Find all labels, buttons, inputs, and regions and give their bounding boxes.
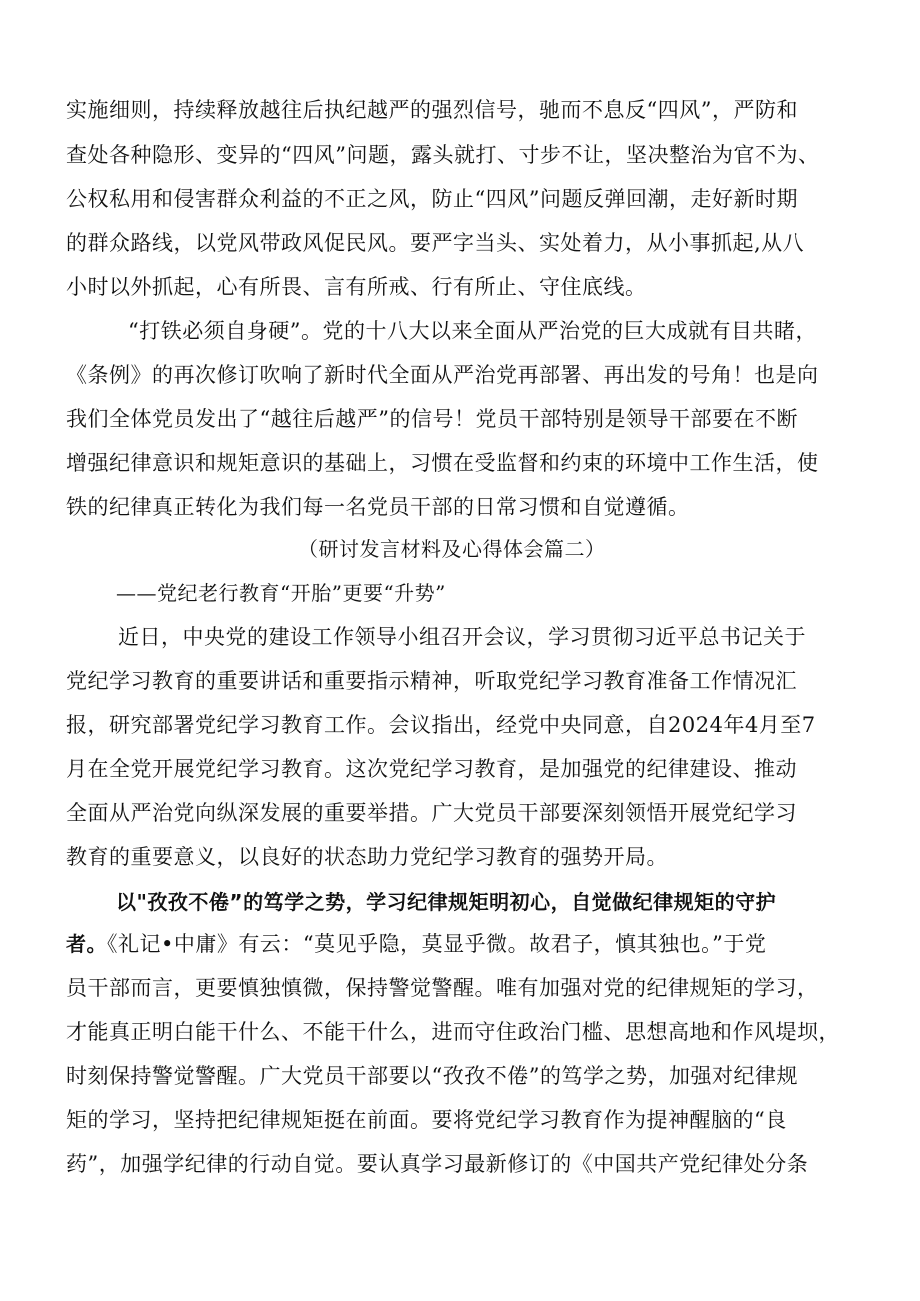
body-line: 我们全体党员发出了“越往后越严”的信号！党员干部特别是领导干部要在不断 [66, 407, 798, 431]
body-line: 才能真正明白能干什么、不能干什么，进而守住政治门槛、思想高地和作风堤坝， [66, 1020, 840, 1044]
body-line: 铁的纪律真正转化为我们每一名党员干部的日常习惯和自觉遵循。 [66, 495, 690, 519]
section-title: （研讨发言材料及心得体会篇二） [298, 537, 606, 561]
body-line: 增强纪律意识和规矩意识的基础上，习惯在受监督和约束的环境中工作生活，使 [66, 451, 819, 475]
body-line: 矩的学习，坚持把纪律规矩挺在前面。要将党纪学习教育作为提神醒脑的“良 [66, 1108, 787, 1132]
body-line: 公权私用和侵害群众利益的不正之风，防止“四风”问题反弹回潮，走好新时期 [66, 187, 798, 211]
body-line: 党纪学习教育的重要讲话和重要指示精神，听取党纪学习教育准备工作情况汇 [66, 669, 797, 693]
section-subtitle: ——党纪老行教育“开胎”更要“升势” [116, 581, 446, 605]
body-line: 小时以外抓起，心有所畏、言有所戒、行有所止、守住底线。 [66, 275, 647, 299]
body-line: 查处各种隐形、变异的“四风”问题，露头就打、寸步不让，坚决整治为官不为、 [66, 143, 820, 167]
paragraph-first-line: 近日，中央党的建设工作领导小组召开会议，学习贯彻习近平总书记关于 [118, 625, 806, 649]
body-line: 全面从严治党向纵深发展的重要举措。广大党员干部要深刻领悟开展党纪学习 [66, 801, 797, 825]
bold-lead-line: 以"孜孜不倦”的笃学之势，学习纪律规矩明初心，自觉做纪律规矩的守护 [116, 890, 777, 914]
body-line: 实施细则，持续释放越往后执纪越严的强烈信号，驰而不息反“四风”，严防和 [66, 98, 798, 122]
paragraph-first-line: “打铁必须自身硬”。党的十八大以来全面从严治党的巨大成就有目共睹， [128, 319, 817, 343]
body-line: 的群众路线，以党风带政风促民风。要严字当头、实处着力，从小事抓起,从八 [66, 231, 805, 255]
bold-lead-end: 者。 [66, 932, 107, 956]
body-line: 报，研究部署党纪学习教育工作。会议指出，经党中央同意，自2024年4月至7 [66, 713, 816, 737]
body-line: 员干部而言，更要慎独慎微，保持警觉警醒。唯有加强对党的纪律规矩的学习， [66, 976, 819, 1000]
body-line: 时刻保持警觉警醒。广大党员干部要以“孜孜不倦”的笃学之势，加强对纪律规 [66, 1064, 798, 1088]
mixed-line-rest: 《礼记•中庸》有云：“莫见乎隐，莫显乎微。故君子，慎其独也。”于党 [107, 932, 767, 956]
mixed-line [66, 926, 876, 962]
body-line: 药”，加强学纪律的行动自觉。要认真学习最新修订的《中国共产党纪律处分条 [66, 1152, 809, 1176]
body-line: 《条例》的再次修订吹响了新时代全面从严治党再部署、再出发的号角！也是向 [66, 363, 819, 387]
body-line: 教育的重要意义，以良好的状态助力党纪学习教育的强势开局。 [66, 845, 668, 869]
body-line: 月在全党开展党纪学习教育。这次党纪学习教育，是加强党的纪律建设、推动 [66, 757, 797, 781]
